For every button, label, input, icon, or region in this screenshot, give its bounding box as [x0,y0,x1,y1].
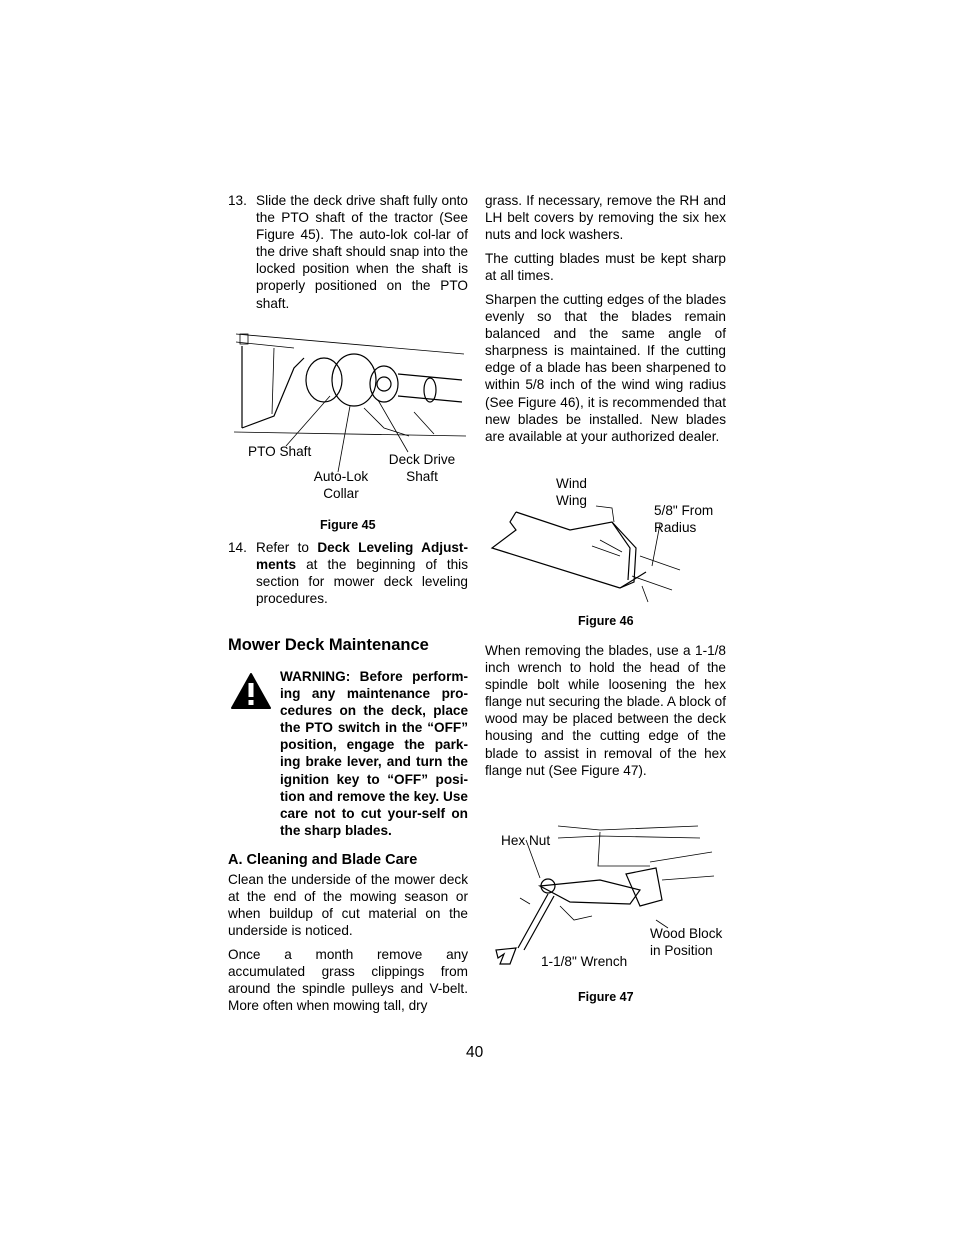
paragraph-continued: grass. If necessary, remove the RH and LH belt covers by removing the six hex nuts and lock washers. [485,193,726,243]
figure-46-caption: Figure 46 [578,614,634,628]
fig45-deck-line-1: Deck Drive [388,452,456,467]
warning-text: WARNING: Before perform-ing any maintenance pro-cedures on the deck, place the PTO switch in the “OFF” position, engage the park-ing brake lever, and turn the ignition key to “OFF” posi-tion and remove the key. Use care not to cut your-self on the sharp blades. [280,669,468,838]
fig45-deck-line-2: Shaft [406,468,438,484]
fig46-radius-line-2: Radius [654,519,697,535]
fig47-wrench-label: 1-1/8" Wrench [541,954,628,969]
paragraph-removing: When removing the blades, use a 1-1/8 inch wrench to hold the head of the spindle bolt while loosening the hex flange nut securing the blade. A block of wood may be placed between the deck housing and the cutting edge of the blade to assist in removal of the hex flange nut (See Figure 47). [485,643,726,778]
fig45-autolok-line-1: Auto-Lok [313,469,369,484]
figure-45-caption: Figure 45 [320,518,376,532]
fig47-block-line-1: Wood Block [650,926,723,941]
section-title: Mower Deck Maintenance [228,636,429,654]
page-number: 40 [466,1044,484,1061]
step-number: 14. [228,540,247,555]
fig45-pto-label: PTO Shaft [248,444,312,459]
fig46-wind-line-2: Wing [556,492,587,508]
paragraph-cleaning: Clean the underside of the mower deck at the end of the mowing season or when buildup of cut material on the underside is noticed. [228,872,468,939]
fig46-radius-line-1: 5/8" From [654,503,714,518]
figure-47-caption: Figure 47 [578,990,634,1004]
fig46-wind-line-1: Wind [556,476,587,491]
fig47-hexnut-label: Hex Nut [501,833,551,848]
step14-pre: Refer to [256,540,318,555]
paragraph-sharpen: Sharpen the cutting edges of the blades evenly so that the blades remain balanced and the same angle of sharpness is maintained. If the cutting edge of a blade has been sharpened to within 5/8 inch of the wind wing radius (See Figure 46), it is recommended that new blades be installed. New blades are available at your authorized dealer. [485,292,726,444]
step14-post: at the beginning of this section for mower deck leveling procedures. [256,557,468,607]
fig45-autolok-line-2: Collar [323,485,359,501]
paragraph-sharp: The cutting blades must be kept sharp at all times. [485,251,726,284]
step-text: Slide the deck drive shaft fully onto the PTO shaft of the tractor (See Figure 45). The auto-lok col-lar of the drive shaft should snap into the locked position when the shaft is properly positioned on the PTO shaft. [256,193,468,311]
fig47-block-line-2: in Position [650,942,713,958]
fig47-block-label [650,926,722,959]
paragraph-monthly: Once a month remove any accumulated grass clippings from around the spindle pulleys and V-belt. More often when mowing tall, dry [228,947,468,1014]
subsection-title: A. Cleaning and Blade Care [228,852,418,868]
step14-bold-ref: Deck Leveling Adjust-ments [256,540,468,573]
step-number: 13. [228,193,247,208]
